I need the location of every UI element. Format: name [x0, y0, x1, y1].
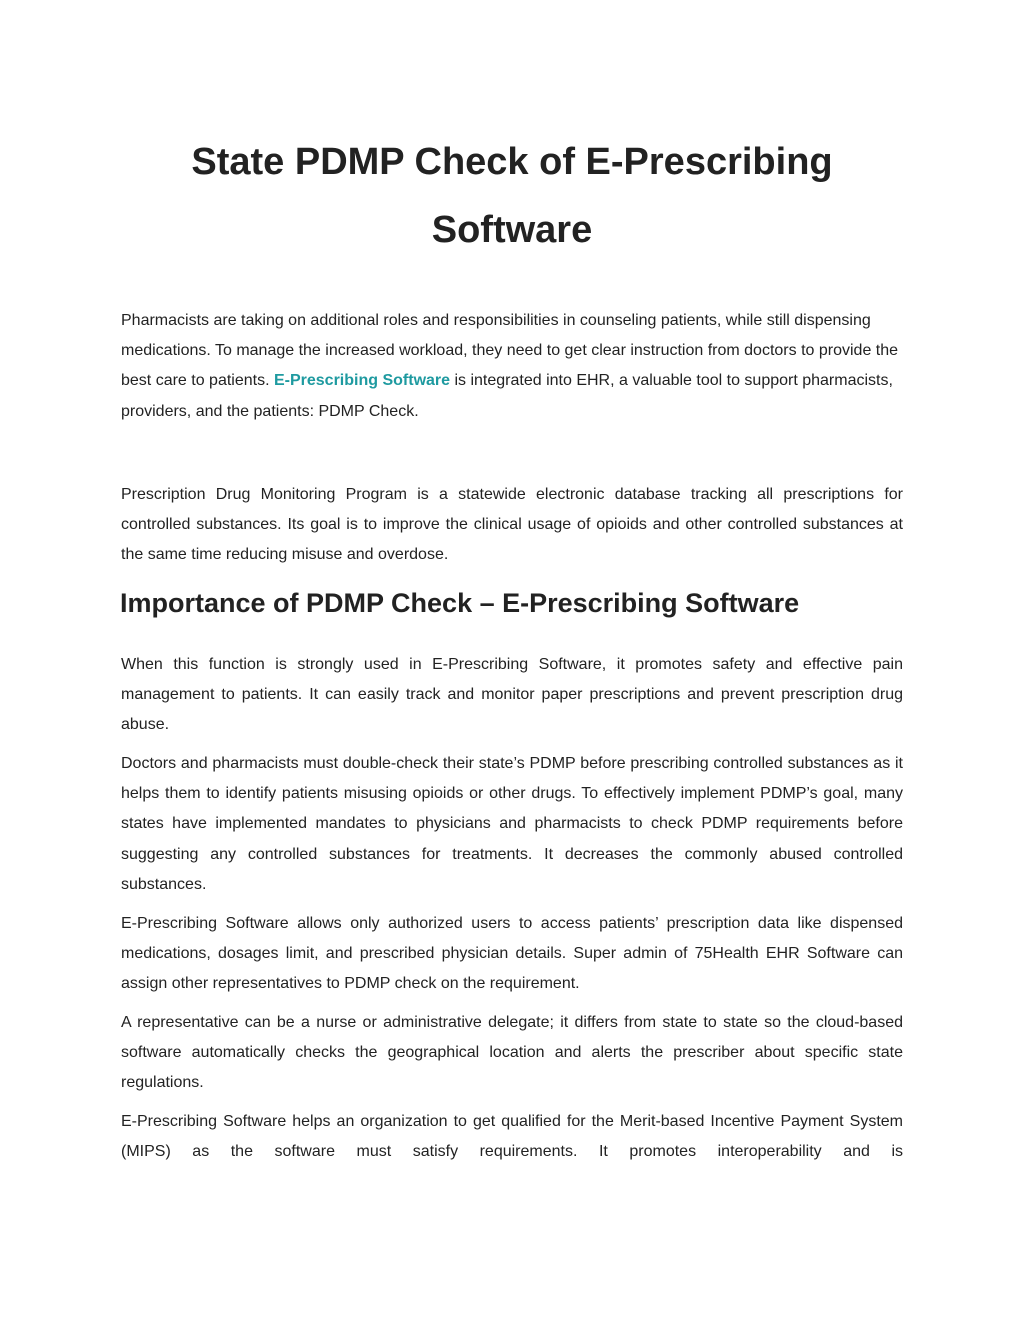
intro-text-before-link: Pharmacists are taking on additional roles and responsibilities in counseling patients, while still dispensing medications. To manage the increased workload, they need to get clear instruction from doctors to provide the best care to patients.: [121, 312, 899, 390]
section-heading: Importance of PDMP Check – E-Prescribing Software: [120, 588, 800, 618]
intro-paragraph: [121, 306, 903, 427]
intro-text-after-link: is integrated into EHR, a valuable tool to support pharmacists, providers, and the patients: PDMP Check.: [121, 372, 893, 420]
function-paragraph: When this function is strongly used in E-Prescribing Software, it promotes safety and effective pain management to patients. It can easily track and monitor paper prescriptions and prevent prescription drug abuse.: [121, 656, 903, 734]
e-prescribing-software-link[interactable]: E-Prescribing Software: [273, 372, 451, 390]
pdmp-definition-paragraph: Prescription Drug Monitoring Program is a statewide electronic database tracking all prescriptions for controlled substances. Its goal is to improve the clinical usage of opioids and other controlled substances at the same time reducing misuse and overdose.: [121, 486, 903, 564]
doctors-pharmacists-paragraph: Doctors and pharmacists must double-check their state’s PDMP before prescribing controlled substances as it helps them to identify patients misusing opioids or other drugs. To effectively implement PDMP’s goal, many states have implemented mandates to physicians and pharmacists to check PDMP requirements before suggesting any controlled substances for treatments. It decreases the commonly abused controlled substances.: [121, 755, 903, 893]
document-title: State PDMP Check of E-Prescribing Software: [191, 141, 833, 251]
authorized-users-paragraph: E-Prescribing Software allows only authorized users to access patients’ prescription data like dispensed medications, dosages limit, and prescribed physician details. Super admin of 75Health EHR Software can assign other representatives to PDMP check on the requirement.: [121, 915, 903, 993]
mips-paragraph: E-Prescribing Software helps an organization to get qualified for the Merit-based Incentive Payment System (MIPS) as the software must satisfy requirements. It promotes interoperability and is: [121, 1113, 903, 1161]
representative-paragraph: A representative can be a nurse or administrative delegate; it differs from state to state so the cloud-based software automatically checks the geographical location and alerts the prescriber about specific state regulations.: [121, 1014, 903, 1092]
